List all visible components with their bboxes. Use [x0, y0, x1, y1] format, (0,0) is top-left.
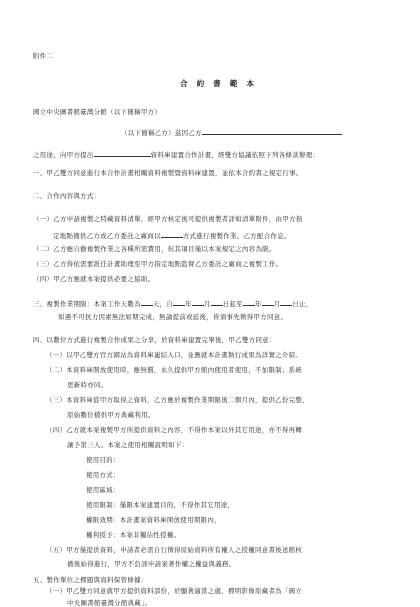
section-3-line-2: 如遇不可抗力因素無法如期完成，無論提前或延後，皆須事先徵得甲方同意。 — [58, 313, 288, 321]
s3-text-8: 日止， — [292, 300, 313, 308]
clause-2-1-text-c: 方式進行複製作業。乙方配合作息。 — [182, 232, 291, 240]
clause-2-2: （二）乙方應自擔複製作業之各種所需費用，但其項目僅以本案規定之內容為限。 — [33, 245, 276, 253]
usage-validity: 權限效期：本計畫案資料庫開放使用期限內， — [86, 516, 221, 524]
s3-text-5: 日起至 — [222, 300, 243, 308]
clause-4-1: （一）以甲乙雙方官方網站為資料庫連結入口，並應就本計畫執行成果為詳實之介紹。 — [46, 351, 303, 359]
annex-label: 附件二 — [33, 52, 54, 60]
s3-text-7: 月 — [273, 300, 281, 308]
section-4-heading: 四、以數位方式進行複製合作成果之分享，於資料庫建置完畢後，甲乙雙方同意： — [33, 336, 276, 344]
end-year-blank — [243, 299, 255, 306]
clause-5-1-line-2: 中央圖書館臺灣分館典藏」。 — [67, 599, 152, 607]
usage-grant: 權利授予：本案非獨佔性授權。 — [86, 531, 181, 539]
clause-2-1-text-b: 定地點備供乙方或乙方委託之廠商以 — [53, 232, 161, 240]
project-name-blank — [94, 150, 151, 157]
clause-4-3-line-1: （三）本資料庫從甲方取得之資料，乙方應於複製作業期限後二個月內，提供乙份完整、 — [46, 396, 309, 404]
s3-text-4: 月 — [203, 300, 211, 308]
s3-text-2: 天，自 — [152, 300, 174, 308]
clause-4-3-line-2: 原始數位檔供甲方典藏利用。 — [67, 411, 155, 419]
clause-2-4: （四）甲乙方應就本案提供必要之協助。 — [33, 275, 155, 283]
clause-4-4-line-1: （四）乙方就本案複製甲方所提供資料之內容，不得作本案以外其它用途，亦不得再轉 — [46, 426, 303, 434]
usage-restriction: 使用限制：僅限本案建置目的，不得作其它用途， — [86, 501, 235, 509]
clause-2-1-line-2 — [53, 231, 291, 239]
s3-text-3: 年 — [185, 300, 192, 308]
section-1: 一、甲乙雙方同意進行本合作計畫相關資料複製暨資料庫建置，並依本合約書之規定行事。 — [33, 169, 303, 177]
intro-text-2: 資料庫建置合作計畫，經雙方協議依照下列各條款辦理： — [150, 151, 320, 159]
party-a-line: 國立中央圖書館臺灣分館（以下簡稱甲方） — [33, 108, 162, 116]
usage-method: 使用方式： — [86, 471, 120, 479]
section-3-line-1 — [33, 299, 313, 307]
start-year-blank — [173, 299, 185, 306]
clause-2-3: （三）乙方得依需要派任計畫助理至甲方指定地點監督乙方委託之廠商之複製工作。 — [33, 260, 283, 268]
usage-purpose: 使用目的： — [86, 456, 120, 464]
s3-text-1: 三、複製作業期限：本案工作天數為 — [33, 300, 141, 308]
party-b-line — [121, 128, 342, 136]
usage-area: 使用區域： — [86, 486, 120, 494]
end-day-blank — [280, 299, 292, 306]
clause-5-1-line-1: （一）甲乙雙方同意就甲方提供資料部份，於顯著適當之處，標明影像原藏者為「國立 — [46, 587, 303, 595]
clause-4-4-line-2: 讓予第三人。本案之使用相關說明如下： — [67, 441, 189, 449]
document-title: 合約書範本 — [180, 79, 263, 88]
party-b-name-blank — [202, 128, 342, 135]
clause-4-5-line-2: 備後始得進行，甲方不負該申請案著作權之權益與義務。 — [67, 560, 236, 568]
clause-4-2-line-1: （二）本資料庫開放使用時，應無償，永久提供甲方館內使用者使用，不加限制；系統 — [46, 366, 303, 374]
end-month-blank — [262, 299, 274, 306]
intro-text-1: 之用途，向甲方提出 — [33, 151, 94, 159]
s3-text-6: 年 — [254, 300, 262, 308]
party-b-prefix: （以下簡稱乙方） — [121, 129, 175, 137]
party-b-label: 茲因乙方 — [174, 129, 202, 137]
clause-4-2-line-2: 更新時亦同。 — [67, 381, 108, 389]
section-2-heading: 二、合作內容與方式： — [33, 192, 101, 200]
start-day-blank — [211, 299, 223, 306]
method-blank — [161, 231, 183, 238]
intro-line — [33, 150, 319, 158]
section-5-heading: 五、製作單位之標題與資料保管條據： — [33, 576, 148, 584]
clause-2-1-line-1: （一）乙方申請複製之特藏資料清單，經甲方核定後可提供複製者詳如清單附件，由甲方指 — [33, 215, 303, 223]
workdays-blank — [141, 299, 153, 306]
clause-4-5-line-1: （五）甲方僅提供資料，申請者必需自行徵得原始資料所有權人之授權同意書後送館核 — [46, 546, 303, 554]
start-month-blank — [192, 299, 204, 306]
